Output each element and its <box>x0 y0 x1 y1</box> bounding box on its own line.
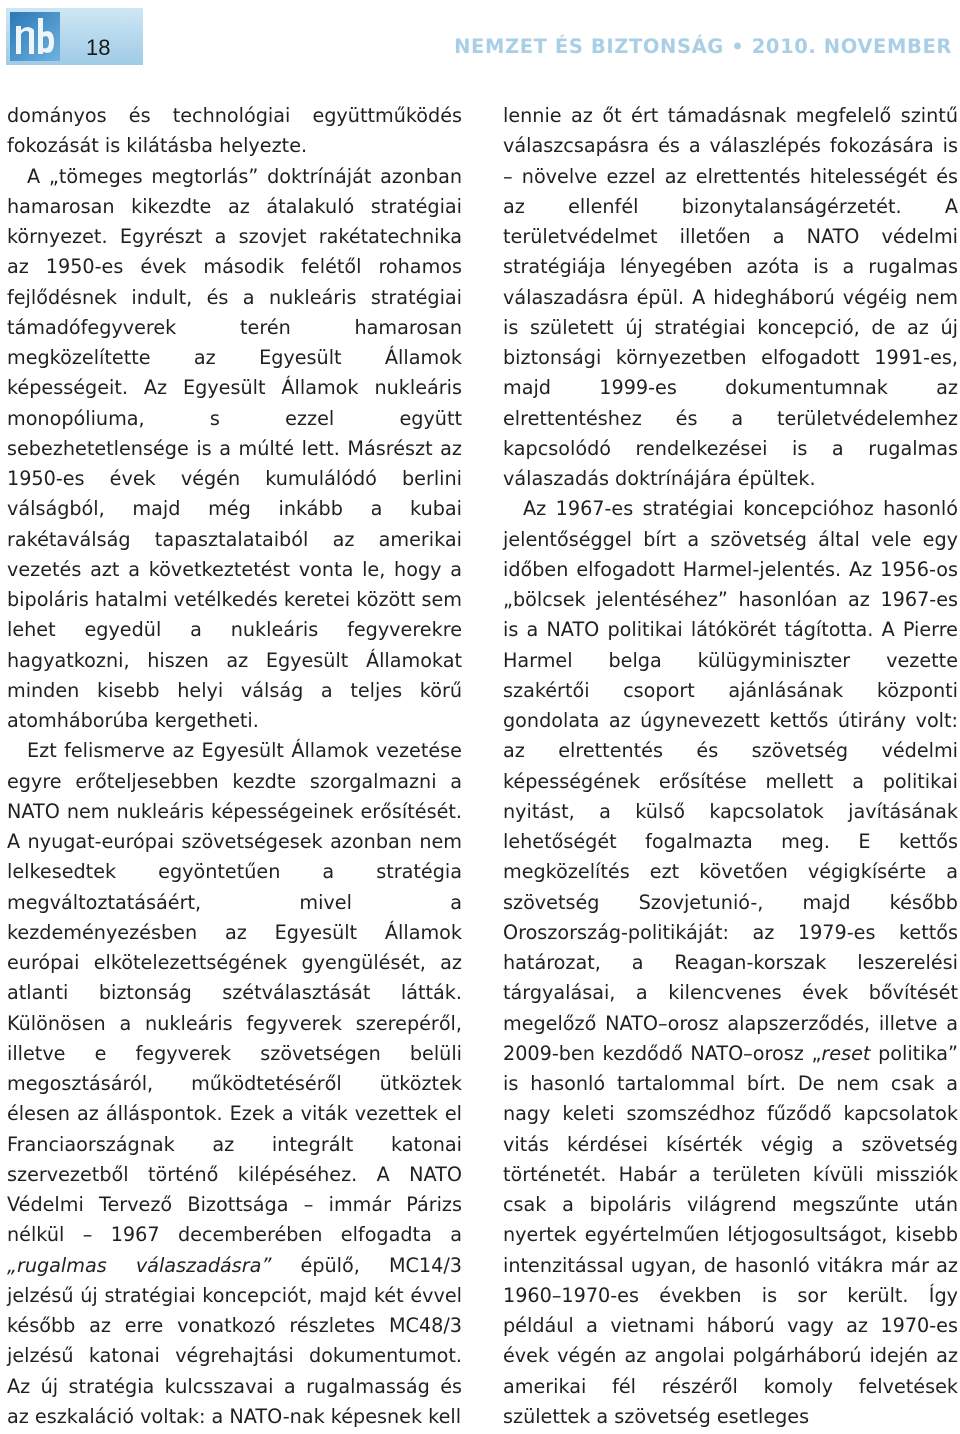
journal-logo <box>6 8 143 65</box>
italic-term: „rugalmas válaszadásra” <box>7 1253 272 1277</box>
running-head: NEMZET ÉS BIZTONSÁG • 2010. NOVEMBER <box>454 35 952 58</box>
paragraph: A „tömeges megtorlás” doktrínáját azonban hamarosan kikezdte az átalakuló stratégiai környezet. Egyrészt a szovjet rakétatechnika az 1950-es évek második felétől rohamos fejlődésnek indult, és a nukleáris stratégiai támadófegyverek terén hamarosan megközelítette az Egyesült Államok képességeit. Az Egyesült Államok nukleáris monopóliuma, s ezzel együtt sebezhetetlensége is a múlté lett. Másrészt az 1950-es évek végén kumulálódó berlini válságból, majd még inkább a kubai rakétaválság tapasztalataiból az amerikai vezetés azt a következtetést vonta le, hogy a bipoláris hatalmi vetélkedés keretei között sem lehet egyedül a nukleáris fegyverekre hagyatkozni, hiszen az Egyesült Államokat minden kisebb helyi válság a teljes körű atomháborúba kergetheti. <box>7 164 462 732</box>
paragraph <box>503 494 958 1432</box>
nb-logo-icon <box>10 12 60 61</box>
page-number: 18 <box>86 35 111 60</box>
paragraph: lennie az őt ért támadásnak megfelelő szintű válaszcsapásra és a válaszlépés fokozására is – növelve ezzel az elrettentés hitelességét és az ellenfél bizonytalanságérzetét. A területvédelmet illetően a NATO védelmi stratégiája lényegében azóta is a rugalmas válaszadásra épül. A hidegháború végéig nem is született új stratégiai koncepció, de az új biztonsági környezetben elfogadott 1991-es, majd 1999-es dokumentumnak az elrettentéshez és a területvédelemhez kapcsolódó rendelkezései is a rugalmas válaszadás doktrínájára épültek. <box>503 104 958 490</box>
text-run: épülő, MC14/3 jelzésű új stratégiai koncepciót, majd két évvel később az erre vonatkozó részletes MC48/3 jelzésű katonai végrehajtási dokumentumot. Az új stratégia kulcsszavai a rugalmasság és az eszkaláció voltak: a NATO-nak képesnek kell <box>7 1253 462 1428</box>
paragraph: dományos és technológiai együttműködés fokozását is kilátásba helyezte. <box>7 104 462 158</box>
text-run: Az 1967-es stratégiai koncepcióhoz hasonló jelentőséggel bírt a szövetség által vele egy időben elfogadott Harmel-jelentés. Az 1956-os „bölcsek jelentéséhez” hasonlóan az 1967-es is a NATO politikai látókörét tágította. A Pierre Harmel belga külügyminiszter vezette szakértői csoport ajánlásának központi gondolata az úgynevezett kettős útirány volt: az elrettentés és szövetség védelmi képességének erősítése mellett a politikai nyitást, a külső kapcsolatok javításának lehetőségét fogalmazta meg. E kettős megközelítés ezt követően végigkísérte a szövetség Szovjetunió-, majd később Oroszország-politikáját: az 1979-es kettős határozat, a Reagan-korszak leszerelési tárgyalásai, a kilencvenes évek bővítését megelőző NATO–orosz alapszerződés, illetve a 2009-ben kezdődő NATO–orosz „ <box>503 497 958 1065</box>
italic-term: reset <box>821 1041 871 1065</box>
paragraph <box>7 736 462 1432</box>
left-column <box>7 101 462 1432</box>
right-column <box>503 101 958 1432</box>
text-run: politika” is hasonló tartalommal bírt. De nem csak a nagy keleti szomszédhoz fűződő kapcsolatok vitás kérdései kísérték végig a szövetség történetét. Habár a területen kívüli missziók csak a bipoláris világrend megszűnte után nyertek egyértelműen létjogosultságot, kisebb intenzitással ugyan, de hasonló vitákra már az 1960–1970-es években is sor került. Így például a vietnami háború vagy az 1970-es évek végén az angolai polgárháború idején az amerikai fél részéről komoly felvetések születtek a szövetség esetleges <box>503 1041 958 1428</box>
text-run: Ezt felismerve az Egyesült Államok vezetése egyre erőteljesebben kezdte szorgalmazni a NATO nem nukleáris képességeinek erősítését. A nyugat-európai szövetségesek azonban nem lelkesedtek egyöntetűen a stratégia megváltoztatásáért, mivel a kezdeményezésben az Egyesült Államok európai elkötelezettségének gyengülését, az atlanti biztonság szétválasztását látták. Különösen a nukleáris fegyverek szerepéről, illetve e fegyverek szövetségen belüli megosztásáról, működtetéséről ütköztek élesen az álláspontok. Ezek a viták vezettek el Franciaországnak az integrált katonai szervezetből történő kilépéséhez. A NATO Védelmi Tervező Bizottsága – immár Párizs nélkül – 1967 decemberében elfogadta a <box>7 739 462 1247</box>
page-header <box>0 0 960 70</box>
